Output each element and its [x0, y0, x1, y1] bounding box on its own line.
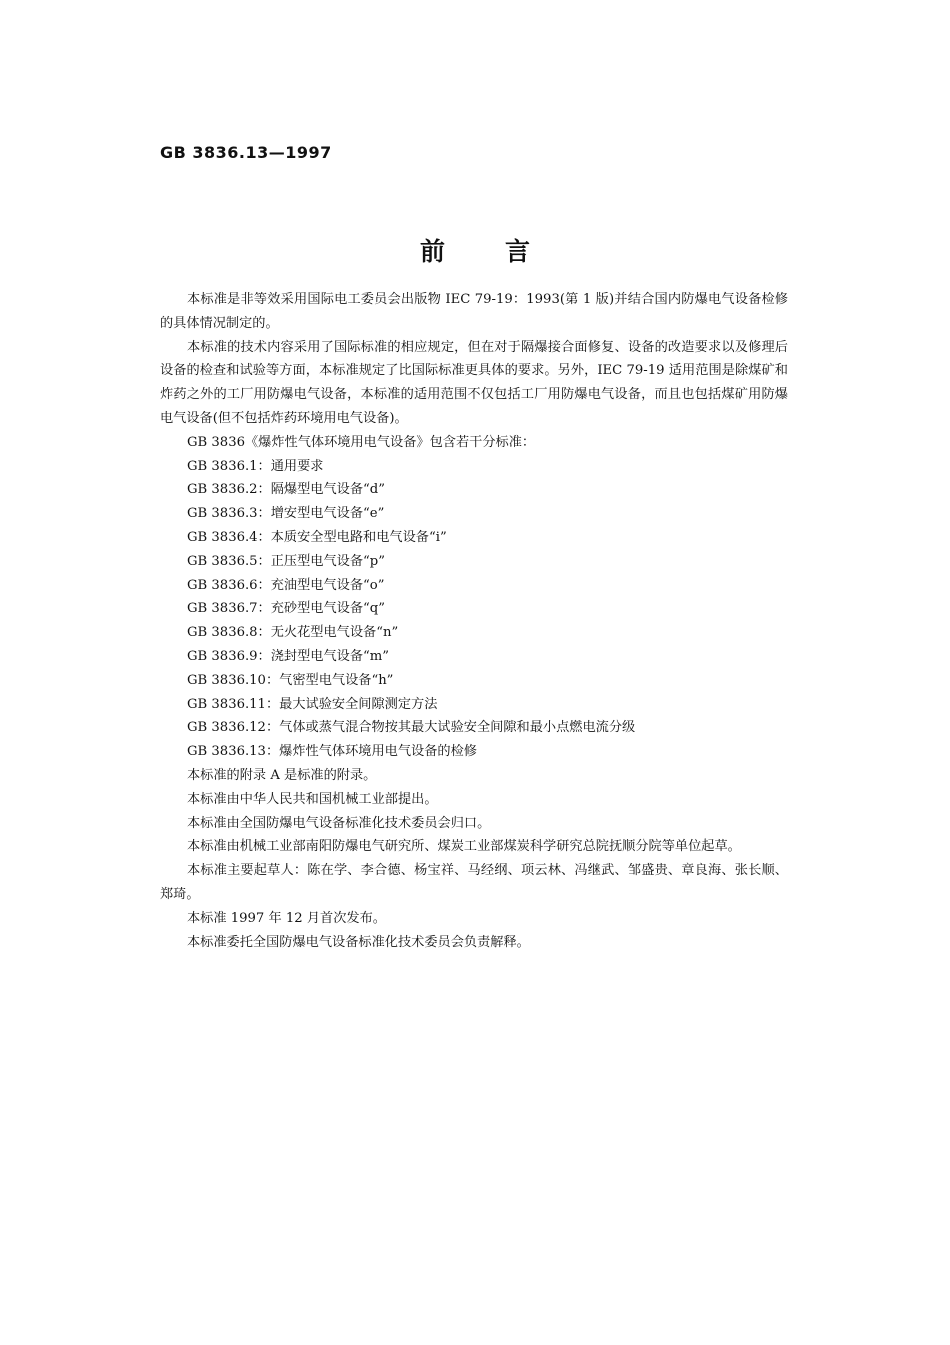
paragraph: 本标准是非等效采用国际电工委员会出版物 IEC 79-19：1993(第 1 版)并结合国内防爆电气设备检修的具体情况制定的。	[160, 292, 788, 331]
paragraph: 本标准 1997 年 12 月首次发布。	[187, 910, 386, 926]
foreword-body	[160, 288, 788, 954]
list-item: GB 3836.6：充油型电气设备“o”	[187, 577, 385, 593]
paragraph: 本标准由中华人民共和国机械工业部提出。	[187, 791, 438, 807]
list-item: GB 3836.3：增安型电气设备“e”	[187, 506, 385, 522]
paragraph: GB 3836《爆炸性气体环境用电气设备》包含若干分标准：	[187, 434, 536, 450]
list-item: GB 3836.11：最大试验安全间隙测定方法	[187, 696, 438, 712]
list-item: GB 3836.8：无火花型电气设备“n”	[187, 625, 399, 641]
list-item: GB 3836.2：隔爆型电气设备“d”	[187, 482, 385, 498]
list-item: GB 3836.12：气体或蒸气混合物按其最大试验安全间隙和最小点燃电流分级	[187, 720, 636, 736]
list-item: GB 3836.9：浇封型电气设备“m”	[187, 648, 390, 664]
standard-number: GB 3836.13—1997	[160, 143, 332, 162]
list-item: GB 3836.13：爆炸性气体环境用电气设备的检修	[187, 744, 477, 760]
paragraph: 本标准的附录 A 是标准的附录。	[187, 767, 377, 783]
list-item: GB 3836.5：正压型电气设备“p”	[187, 553, 385, 569]
paragraph: 本标准主要起草人：陈在学、李合德、杨宝祥、马经纲、项云林、冯继武、邹盛贵、章良海、张长顺、郑琦。	[160, 863, 788, 902]
page-title: 前言	[419, 237, 590, 266]
list-item: GB 3836.10：气密型电气设备“h”	[187, 672, 394, 688]
paragraph: 本标准由全国防爆电气设备标准化技术委员会归口。	[187, 815, 491, 831]
list-item: GB 3836.4：本质安全型电路和电气设备“i”	[187, 529, 447, 545]
list-item: GB 3836.1：通用要求	[187, 458, 324, 474]
paragraph: 本标准委托全国防爆电气设备标准化技术委员会负责解释。	[187, 934, 530, 950]
paragraph: 本标准的技术内容采用了国际标准的相应规定，但在对于隔爆接合面修复、设备的改造要求以及修理后设备的检查和试验等方面，本标准规定了比国际标准更具体的要求。另外，IEC 79-19 适用范围是除煤矿和炸药之外的工厂用防爆电气设备，本标准的适用范围不仅包括工厂用防爆电气设备，而且也包括煤矿用防爆电气设备(但不包括炸药环境用电气设备)。	[160, 339, 788, 426]
list-item: GB 3836.7：充砂型电气设备“q”	[187, 601, 385, 617]
paragraph: 本标准由机械工业部南阳防爆电气研究所、煤炭工业部煤炭科学研究总院抚顺分院等单位起草。	[187, 839, 741, 855]
